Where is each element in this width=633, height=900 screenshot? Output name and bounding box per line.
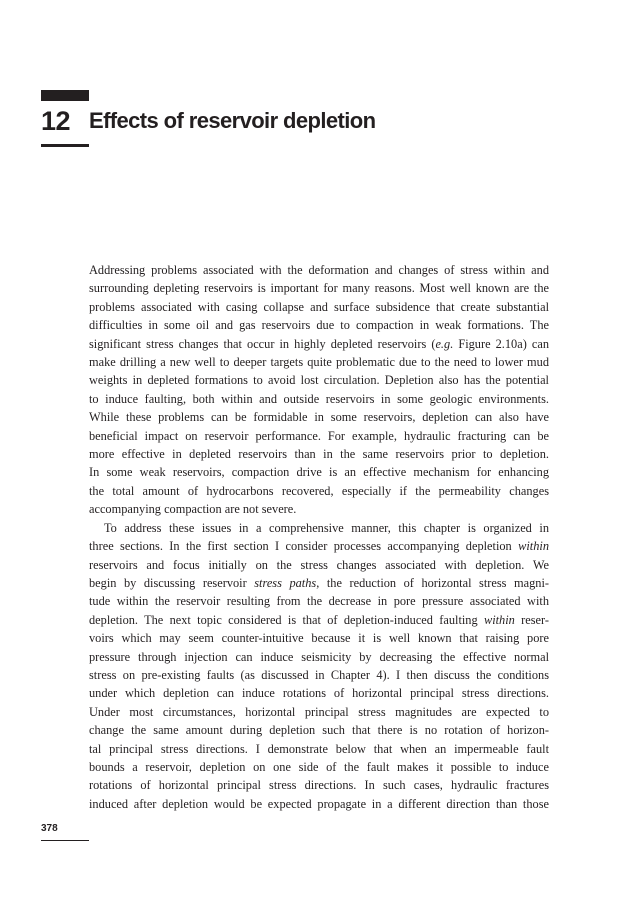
- paragraph-1-line: Addressing problems associated with the deformation and changes of stress within and: [89, 263, 549, 277]
- paragraph-2-line: tude within the reservoir resulting from the decrease in pore pressure associated with: [89, 594, 549, 609]
- paragraph-1-line: make drilling a new well to deeper targets quite problematic due to the need to lower mud: [89, 355, 549, 370]
- paragraph-1-line: the total amount of hydrocarbons recovered, especially if the permeability changes: [89, 483, 549, 498]
- paragraph-1-line: problems associated with casing collapse and surface subsidence that create substantial: [89, 299, 549, 314]
- body-text: [89, 261, 549, 813]
- paragraph-2-line: change the same amount during depletion such that there is no rotation of horizon-: [89, 723, 549, 738]
- italic-eg: e.g.: [435, 336, 454, 351]
- chapter-number: 12: [41, 106, 71, 136]
- paragraph-1-line: In some weak reservoirs, compaction drive is an effective mechanism for enhancing: [89, 465, 549, 480]
- paragraph-2-line: begin by discussing reservoir stress paths, the reduction of horizontal stress magni-: [89, 575, 549, 590]
- paragraph-2-line: To address these issues in a comprehensive manner, this chapter is organized in: [104, 520, 549, 535]
- paragraph-2-line: Under most circumstances, horizontal principal stress magnitudes are expected to: [89, 704, 549, 719]
- paragraph-1-line: beneficial impact on reservoir performance. For example, hydraulic fracturing can be: [89, 428, 549, 443]
- chapter-title: Effects of reservoir depletion: [89, 108, 376, 133]
- paragraph-1-line: difficulties in some oil and gas reservoirs due to compaction in weak formations. The: [89, 318, 549, 333]
- chapter-bottom-bar: [41, 144, 89, 147]
- paragraph-2-line: induced after depletion would be expected propagate in a different direction than those: [89, 796, 549, 811]
- paragraph-2-line: voirs which may seem counter-intuitive because it is well known that raising pore: [89, 631, 549, 646]
- paragraph-2-line: three sections. In the first section I consider processes accompanying depletion within: [89, 539, 549, 554]
- page-number: 378: [41, 823, 58, 834]
- paragraph-1-line: surrounding depleting reservoirs is important for many reasons. Most well known are the: [89, 281, 549, 296]
- paragraph-1-line: more effective in depleted reservoirs than in the same reservoirs prior to depletion.: [89, 447, 549, 462]
- paragraph-2-line: stress on pre-existing faults (as discussed in Chapter 4). I then discuss the conditions: [89, 667, 549, 682]
- paragraph-1-line: weights in depleted formations to avoid lost circulation. Depletion also has the potential: [89, 373, 549, 388]
- italic-within: within: [483, 612, 515, 627]
- page-number-rule: [41, 840, 89, 841]
- paragraph-1-line: accompanying compaction are not severe.: [89, 502, 297, 517]
- paragraph-2-line: rotations of horizontal principal stress directions. In such cases, hydraulic fractures: [89, 778, 549, 793]
- paragraph-1-line: to induce faulting, both within and outside reservoirs in some geologic environments.: [89, 391, 549, 406]
- paragraph-2-line: depletion. The next topic considered is that of depletion-induced faulting within reser-: [89, 612, 549, 627]
- italic-within: within: [518, 539, 549, 554]
- paragraph-1-line: significant stress changes that occur in highly depleted reservoirs (e.g. Figure 2.10a) can: [89, 336, 549, 351]
- paragraph-1-line: While these problems can be formidable in some reservoirs, depletion can also have: [89, 410, 549, 425]
- paragraph-2-line: pressure through injection can induce seismicity by decreasing the effective normal: [89, 649, 549, 664]
- chapter-top-bar: [41, 90, 89, 101]
- paragraph-2-line: bounds a reservoir, depletion on one side of the fault makes it possible to induce: [89, 759, 549, 774]
- paragraph-2-line: tal principal stress directions. I demonstrate below that when an impermeable fault: [89, 741, 549, 756]
- italic-stress-paths: stress paths: [254, 575, 317, 590]
- paragraph-2-line: reservoirs and focus initially on the stress changes associated with depletion. We: [89, 557, 549, 572]
- paragraph-2-line: under which depletion can induce rotations of horizontal principal stress directions.: [89, 686, 549, 701]
